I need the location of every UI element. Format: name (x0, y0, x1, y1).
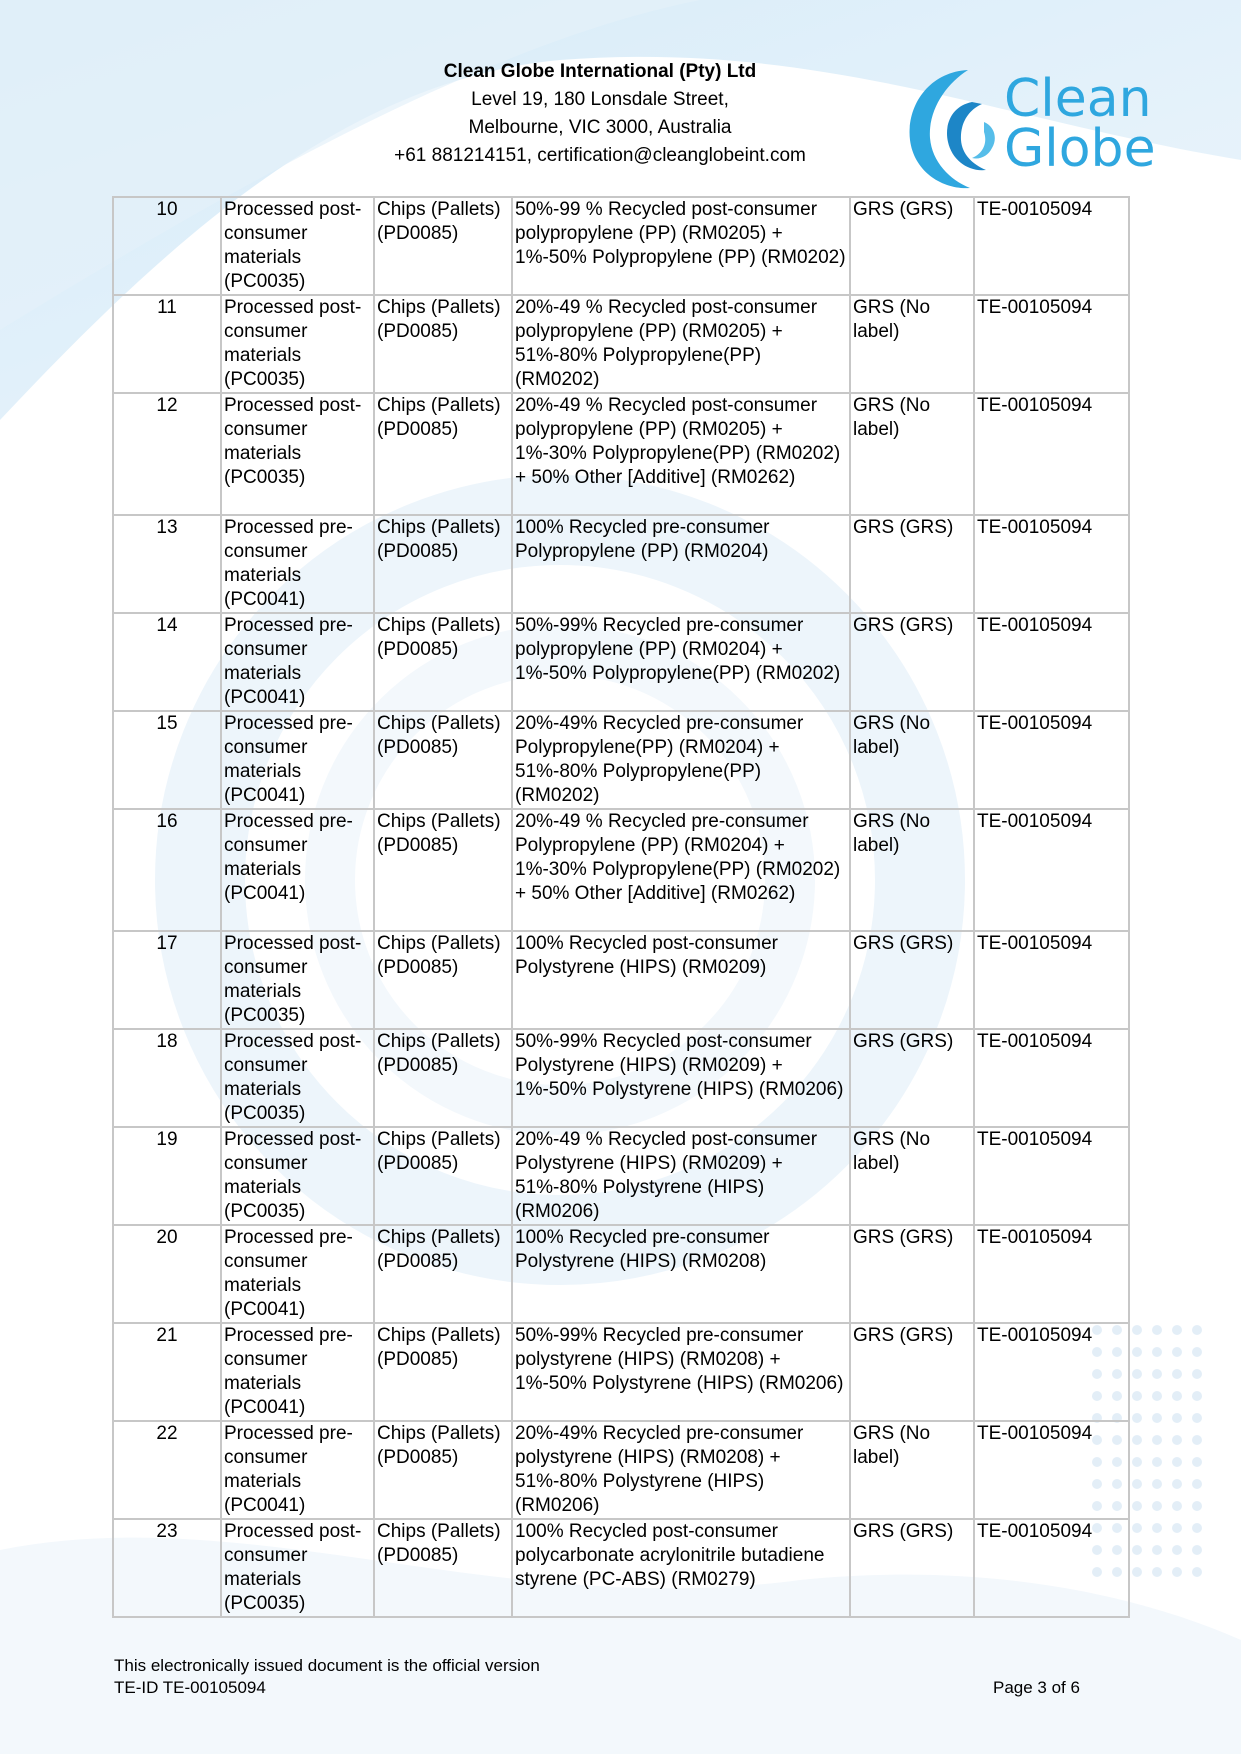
cell-label: GRS (GRS) (850, 515, 974, 613)
cell-label: GRS (GRS) (850, 1519, 974, 1617)
cell-te-id: TE-00105094 (974, 515, 1129, 613)
cell-category: Processed post-consumer materials (PC0035) (221, 295, 374, 393)
table-row (113, 613, 1129, 711)
cell-label: GRS (GRS) (850, 613, 974, 711)
cell-composition: 50%-99% Recycled pre-consumer polypropylene (PP) (RM0204) + 1%-50% Polypropylene(PP) (RM0202) (512, 613, 850, 711)
cell-product: Chips (Pallets) (PD0085) (374, 931, 512, 1029)
cell-product: Chips (Pallets) (PD0085) (374, 613, 512, 711)
row-number: 23 (113, 1519, 221, 1617)
row-number: 22 (113, 1421, 221, 1519)
table-row (113, 1421, 1129, 1519)
row-number: 12 (113, 393, 221, 515)
document-header (300, 58, 900, 170)
cell-category: Processed post-consumer materials (PC0035) (221, 1029, 374, 1127)
cell-label: GRS (GRS) (850, 1225, 974, 1323)
cell-product: Chips (Pallets) (PD0085) (374, 1029, 512, 1127)
products-table (112, 196, 1130, 1618)
table-row (113, 1323, 1129, 1421)
table-row (113, 931, 1129, 1029)
cell-te-id: TE-00105094 (974, 931, 1129, 1029)
cell-label: GRS (GRS) (850, 1323, 974, 1421)
cell-category: Processed pre-consumer materials (PC0041) (221, 1225, 374, 1323)
logo-word-clean: Clean (1004, 69, 1152, 129)
cell-composition: 100% Recycled pre-consumer Polystyrene (HIPS) (RM0208) (512, 1225, 850, 1323)
logo-word-globe: Globe (1004, 119, 1156, 179)
table-row (113, 1127, 1129, 1225)
cell-product: Chips (Pallets) (PD0085) (374, 1323, 512, 1421)
cell-label: GRS (No label) (850, 809, 974, 931)
cell-te-id: TE-00105094 (974, 295, 1129, 393)
cell-category: Processed post-consumer materials (PC0035) (221, 393, 374, 515)
cell-composition: 100% Recycled post-consumer Polystyrene (HIPS) (RM0209) (512, 931, 850, 1029)
row-number: 11 (113, 295, 221, 393)
table-row (113, 1225, 1129, 1323)
row-number: 18 (113, 1029, 221, 1127)
table-row (113, 515, 1129, 613)
table-row (113, 711, 1129, 809)
row-number: 20 (113, 1225, 221, 1323)
company-name: Clean Globe International (Pty) Ltd (443, 61, 757, 82)
cell-te-id: TE-00105094 (974, 1421, 1129, 1519)
cell-product: Chips (Pallets) (PD0085) (374, 711, 512, 809)
row-number: 19 (113, 1127, 221, 1225)
cell-composition: 20%-49 % Recycled post-consumer polypropylene (PP) (RM0205) + 51%-80% Polypropylene(PP) (RM0202) (512, 295, 850, 393)
row-number: 17 (113, 931, 221, 1029)
cell-composition: 50%-99% Recycled pre-consumer polystyrene (HIPS) (RM0208) + 1%-50% Polystyrene (HIPS) (RM0206) (512, 1323, 850, 1421)
cell-product: Chips (Pallets) (PD0085) (374, 295, 512, 393)
cell-composition: 20%-49 % Recycled post-consumer polypropylene (PP) (RM0205) + 1%-30% Polypropylene(PP) (RM0202) + 50% Other [Additive] (RM0262) (512, 393, 850, 515)
cell-te-id: TE-00105094 (974, 711, 1129, 809)
cell-composition: 100% Recycled pre-consumer Polypropylene (PP) (RM0204) (512, 515, 850, 613)
cell-category: Processed pre-consumer materials (PC0041) (221, 809, 374, 931)
table-row (113, 1029, 1129, 1127)
cell-label: GRS (No label) (850, 1421, 974, 1519)
address-line-1: Level 19, 180 Lonsdale Street, (471, 89, 729, 110)
row-number: 10 (113, 197, 221, 295)
cell-composition: 50%-99% Recycled post-consumer Polystyrene (HIPS) (RM0209) + 1%-50% Polystyrene (HIPS) (RM0206) (512, 1029, 850, 1127)
table-row (113, 1519, 1129, 1617)
cell-composition: 20%-49% Recycled pre-consumer polystyrene (HIPS) (RM0208) + 51%-80% Polystyrene (HIPS) (RM0206) (512, 1421, 850, 1519)
table-row (113, 197, 1129, 295)
cell-category: Processed pre-consumer materials (PC0041) (221, 711, 374, 809)
cell-category: Processed pre-consumer materials (PC0041) (221, 613, 374, 711)
cell-te-id: TE-00105094 (974, 809, 1129, 931)
cell-product: Chips (Pallets) (PD0085) (374, 809, 512, 931)
clean-globe-logo-icon (898, 62, 1178, 192)
table-row (113, 809, 1129, 931)
footer-te-id: TE-ID TE-00105094 (114, 1678, 266, 1697)
cell-product: Chips (Pallets) (PD0085) (374, 1127, 512, 1225)
cell-category: Processed post-consumer materials (PC0035) (221, 197, 374, 295)
cell-label: GRS (GRS) (850, 197, 974, 295)
cell-label: GRS (GRS) (850, 931, 974, 1029)
address-line-2: Melbourne, VIC 3000, Australia (468, 117, 732, 138)
cell-composition: 50%-99 % Recycled post-consumer polypropylene (PP) (RM0205) + 1%-50% Polypropylene (PP) (RM0202) (512, 197, 850, 295)
cell-te-id: TE-00105094 (974, 197, 1129, 295)
cell-label: GRS (GRS) (850, 1029, 974, 1127)
row-number: 21 (113, 1323, 221, 1421)
row-number: 15 (113, 711, 221, 809)
cell-te-id: TE-00105094 (974, 613, 1129, 711)
cell-category: Processed post-consumer materials (PC0035) (221, 1127, 374, 1225)
cell-te-id: TE-00105094 (974, 1323, 1129, 1421)
cell-te-id: TE-00105094 (974, 1029, 1129, 1127)
row-number: 14 (113, 613, 221, 711)
cell-product: Chips (Pallets) (PD0085) (374, 1519, 512, 1617)
document-footer (114, 1655, 540, 1699)
cell-category: Processed pre-consumer materials (PC0041) (221, 1323, 374, 1421)
cell-label: GRS (No label) (850, 1127, 974, 1225)
cell-composition: 20%-49 % Recycled post-consumer Polystyrene (HIPS) (RM0209) + 51%-80% Polystyrene (HIPS) (RM0206) (512, 1127, 850, 1225)
cell-te-id: TE-00105094 (974, 1225, 1129, 1323)
cell-category: Processed pre-consumer materials (PC0041) (221, 515, 374, 613)
row-number: 13 (113, 515, 221, 613)
cell-composition: 20%-49% Recycled pre-consumer Polypropylene(PP) (RM0204) + 51%-80% Polypropylene(PP) (RM0202) (512, 711, 850, 809)
cell-label: GRS (No label) (850, 393, 974, 515)
products-table-body (113, 197, 1129, 1617)
cell-product: Chips (Pallets) (PD0085) (374, 197, 512, 295)
cell-composition: 100% Recycled post-consumer polycarbonate acrylonitrile butadiene styrene (PC-ABS) (RM0279) (512, 1519, 850, 1617)
cell-product: Chips (Pallets) (PD0085) (374, 393, 512, 515)
table-row (113, 393, 1129, 515)
cell-te-id: TE-00105094 (974, 1127, 1129, 1225)
cell-product: Chips (Pallets) (PD0085) (374, 1421, 512, 1519)
cell-category: Processed post-consumer materials (PC0035) (221, 931, 374, 1029)
row-number: 16 (113, 809, 221, 931)
page-number: Page 3 of 6 (993, 1678, 1080, 1697)
table-row (113, 295, 1129, 393)
cell-product: Chips (Pallets) (PD0085) (374, 515, 512, 613)
cell-category: Processed pre-consumer materials (PC0041) (221, 1421, 374, 1519)
cell-te-id: TE-00105094 (974, 393, 1129, 515)
cell-product: Chips (Pallets) (PD0085) (374, 1225, 512, 1323)
cell-label: GRS (No label) (850, 295, 974, 393)
official-version-note: This electronically issued document is the official version (114, 1656, 540, 1675)
cell-composition: 20%-49 % Recycled pre-consumer Polypropylene (PP) (RM0204) + 1%-30% Polypropylene(PP) (RM0202) + 50% Other [Additive] (RM0262) (512, 809, 850, 931)
cell-te-id: TE-00105094 (974, 1519, 1129, 1617)
contact-line: +61 881214151, certification@cleanglobeint.com (394, 145, 806, 166)
cell-label: GRS (No label) (850, 711, 974, 809)
cell-category: Processed post-consumer materials (PC0035) (221, 1519, 374, 1617)
